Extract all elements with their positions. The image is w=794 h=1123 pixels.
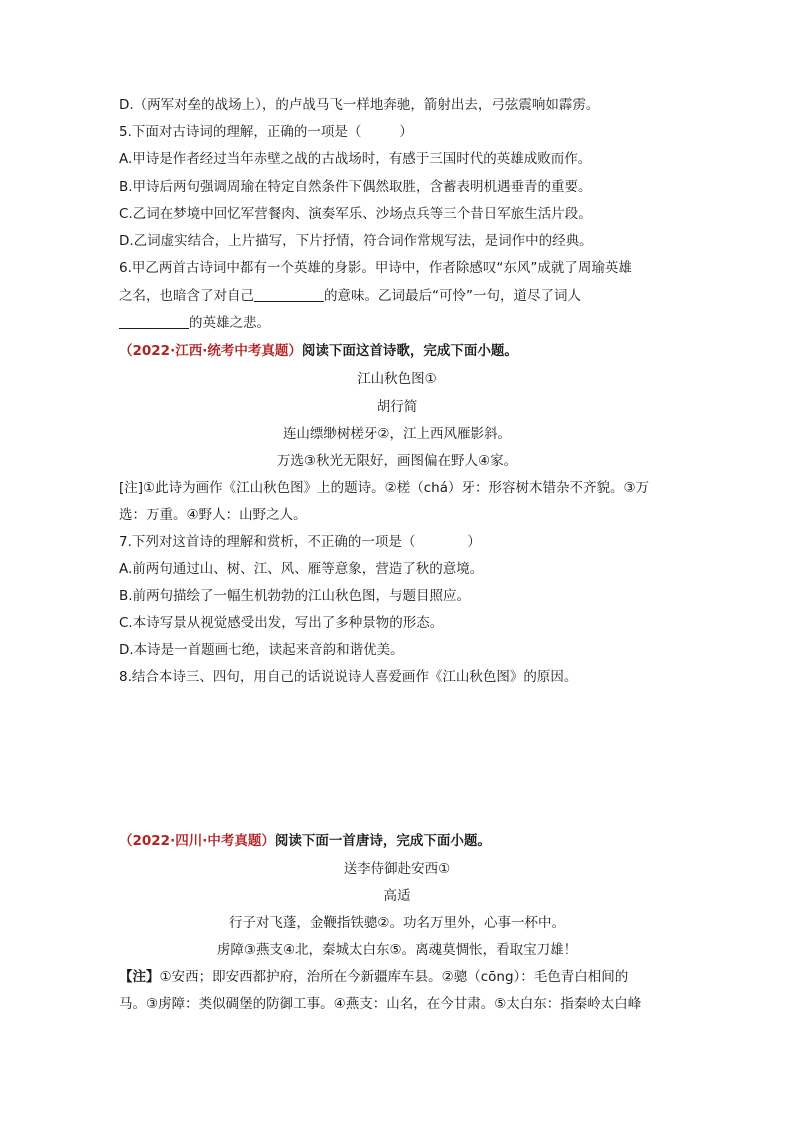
poem-title: 送李侍御赴安西① (343, 861, 451, 877)
poem-note-line-2: 选：万重。④野人：山野之人。 (119, 507, 307, 523)
question-5-option-d: D.乙词虚实结合，上片描写，下片抒情，符合词作常规写法，是词作中的经典。 (119, 233, 593, 249)
answer-blank[interactable] (254, 287, 324, 302)
question-8: 8.结合本诗三、四句，用自己的话说说诗人喜爱画作《江山秋色图》的原因。 (119, 669, 578, 685)
question-7-stem: 7.下列对这首诗的理解和赏析，不正确的一项是（ ） (119, 534, 481, 550)
question-7-option-c: C.本诗写景从视觉感受出发，写出了多种景物的形态。 (119, 615, 444, 631)
poem-verse-1: 连山缥缈树槎牙②，江上西风雁影斜。 (282, 426, 512, 442)
poem-author: 高适 (383, 888, 411, 904)
question-5-stem: 5.下面对古诗词的理解，正确的一项是（ ） (119, 124, 413, 140)
question-6-line-1: 6.甲乙两首古诗词中都有一个英雄的身影。甲诗中，作者除感叹“东风”成就了周瑜英雄 (119, 260, 632, 276)
poem-note-line-1: [注]①此诗为画作《江山秋色图》上的题诗。②槎（chá）牙：形容树木错杂不齐貌。③万 (119, 480, 650, 496)
answer-blank[interactable] (119, 314, 189, 329)
source-tag: （2022·四川·中考真题） (119, 833, 275, 849)
section-instruction: 阅读下面这首诗歌，完成下面小题。 (301, 343, 518, 359)
question-7-option-b: B.前两句描绘了一幅生机勃勃的江山秋色图，与题目照应。 (119, 588, 471, 604)
poem-author: 胡行简 (376, 399, 418, 415)
section-instruction: 阅读下面一首唐诗，完成下面小题。 (274, 833, 491, 849)
poem-verse-1: 行子对飞蓬，金鞭指铁骢②。功名万里外，心事一杯中。 (228, 915, 566, 931)
question-7-option-a: A.前两句通过山、树、江、风、雁等意象，营造了秋的意境。 (119, 561, 484, 577)
poem-verse-2: 万选③秋光无限好，画图偏在野人④家。 (276, 453, 518, 469)
poem-verse-2: 虏障③燕支④北，秦城太白东⑤。离魂莫惆怅，看取宝刀雄！ (216, 942, 578, 958)
section-3-heading (119, 831, 491, 851)
poem-title: 江山秋色图① (357, 371, 437, 387)
question-6-line-2: 之名，也暗含了对自己 的意味。乙词最后“可怜”一句，道尽了词人 (119, 288, 581, 304)
note-label: 【注】 (119, 969, 160, 985)
question-5-option-c: C.乙词在梦境中回忆军营餐肉、演奏军乐、沙场点兵等三个昔日军旅生活片段。 (119, 206, 592, 222)
section-2-heading (119, 341, 518, 361)
poem-note-line-2: 马。③虏障：类似碉堡的防御工事。④燕支：山名，在今甘肃。⑤太白东：指秦岭太白峰 (119, 996, 642, 1012)
poem-note-line-1: 【注】①安西；即安西都护府，治所在今新疆库车县。②骢（cōng）：毛色青白相间的 (119, 969, 629, 985)
question-6-line-3: 的英雄之悲。 (119, 313, 270, 333)
source-tag: （2022·江西·统考中考真题） (119, 343, 302, 359)
option-d-prev: D.（两军对垒的战场上），的卢战马飞一样地奔驰，箭射出去，弓弦震响如霹雳。 (119, 97, 600, 113)
question-5-option-b: B.甲诗后两句强调周瑜在特定自然条件下偶然取胜，含蓄表明机遇垂青的重要。 (119, 179, 592, 195)
question-7-option-d: D.本诗是一首题画七绝，读起来音韵和谐优美。 (119, 642, 404, 658)
question-5-option-a: A.甲诗是作者经过当年赤壁之战的古战场时，有感于三国时代的英雄成败而作。 (119, 151, 592, 167)
